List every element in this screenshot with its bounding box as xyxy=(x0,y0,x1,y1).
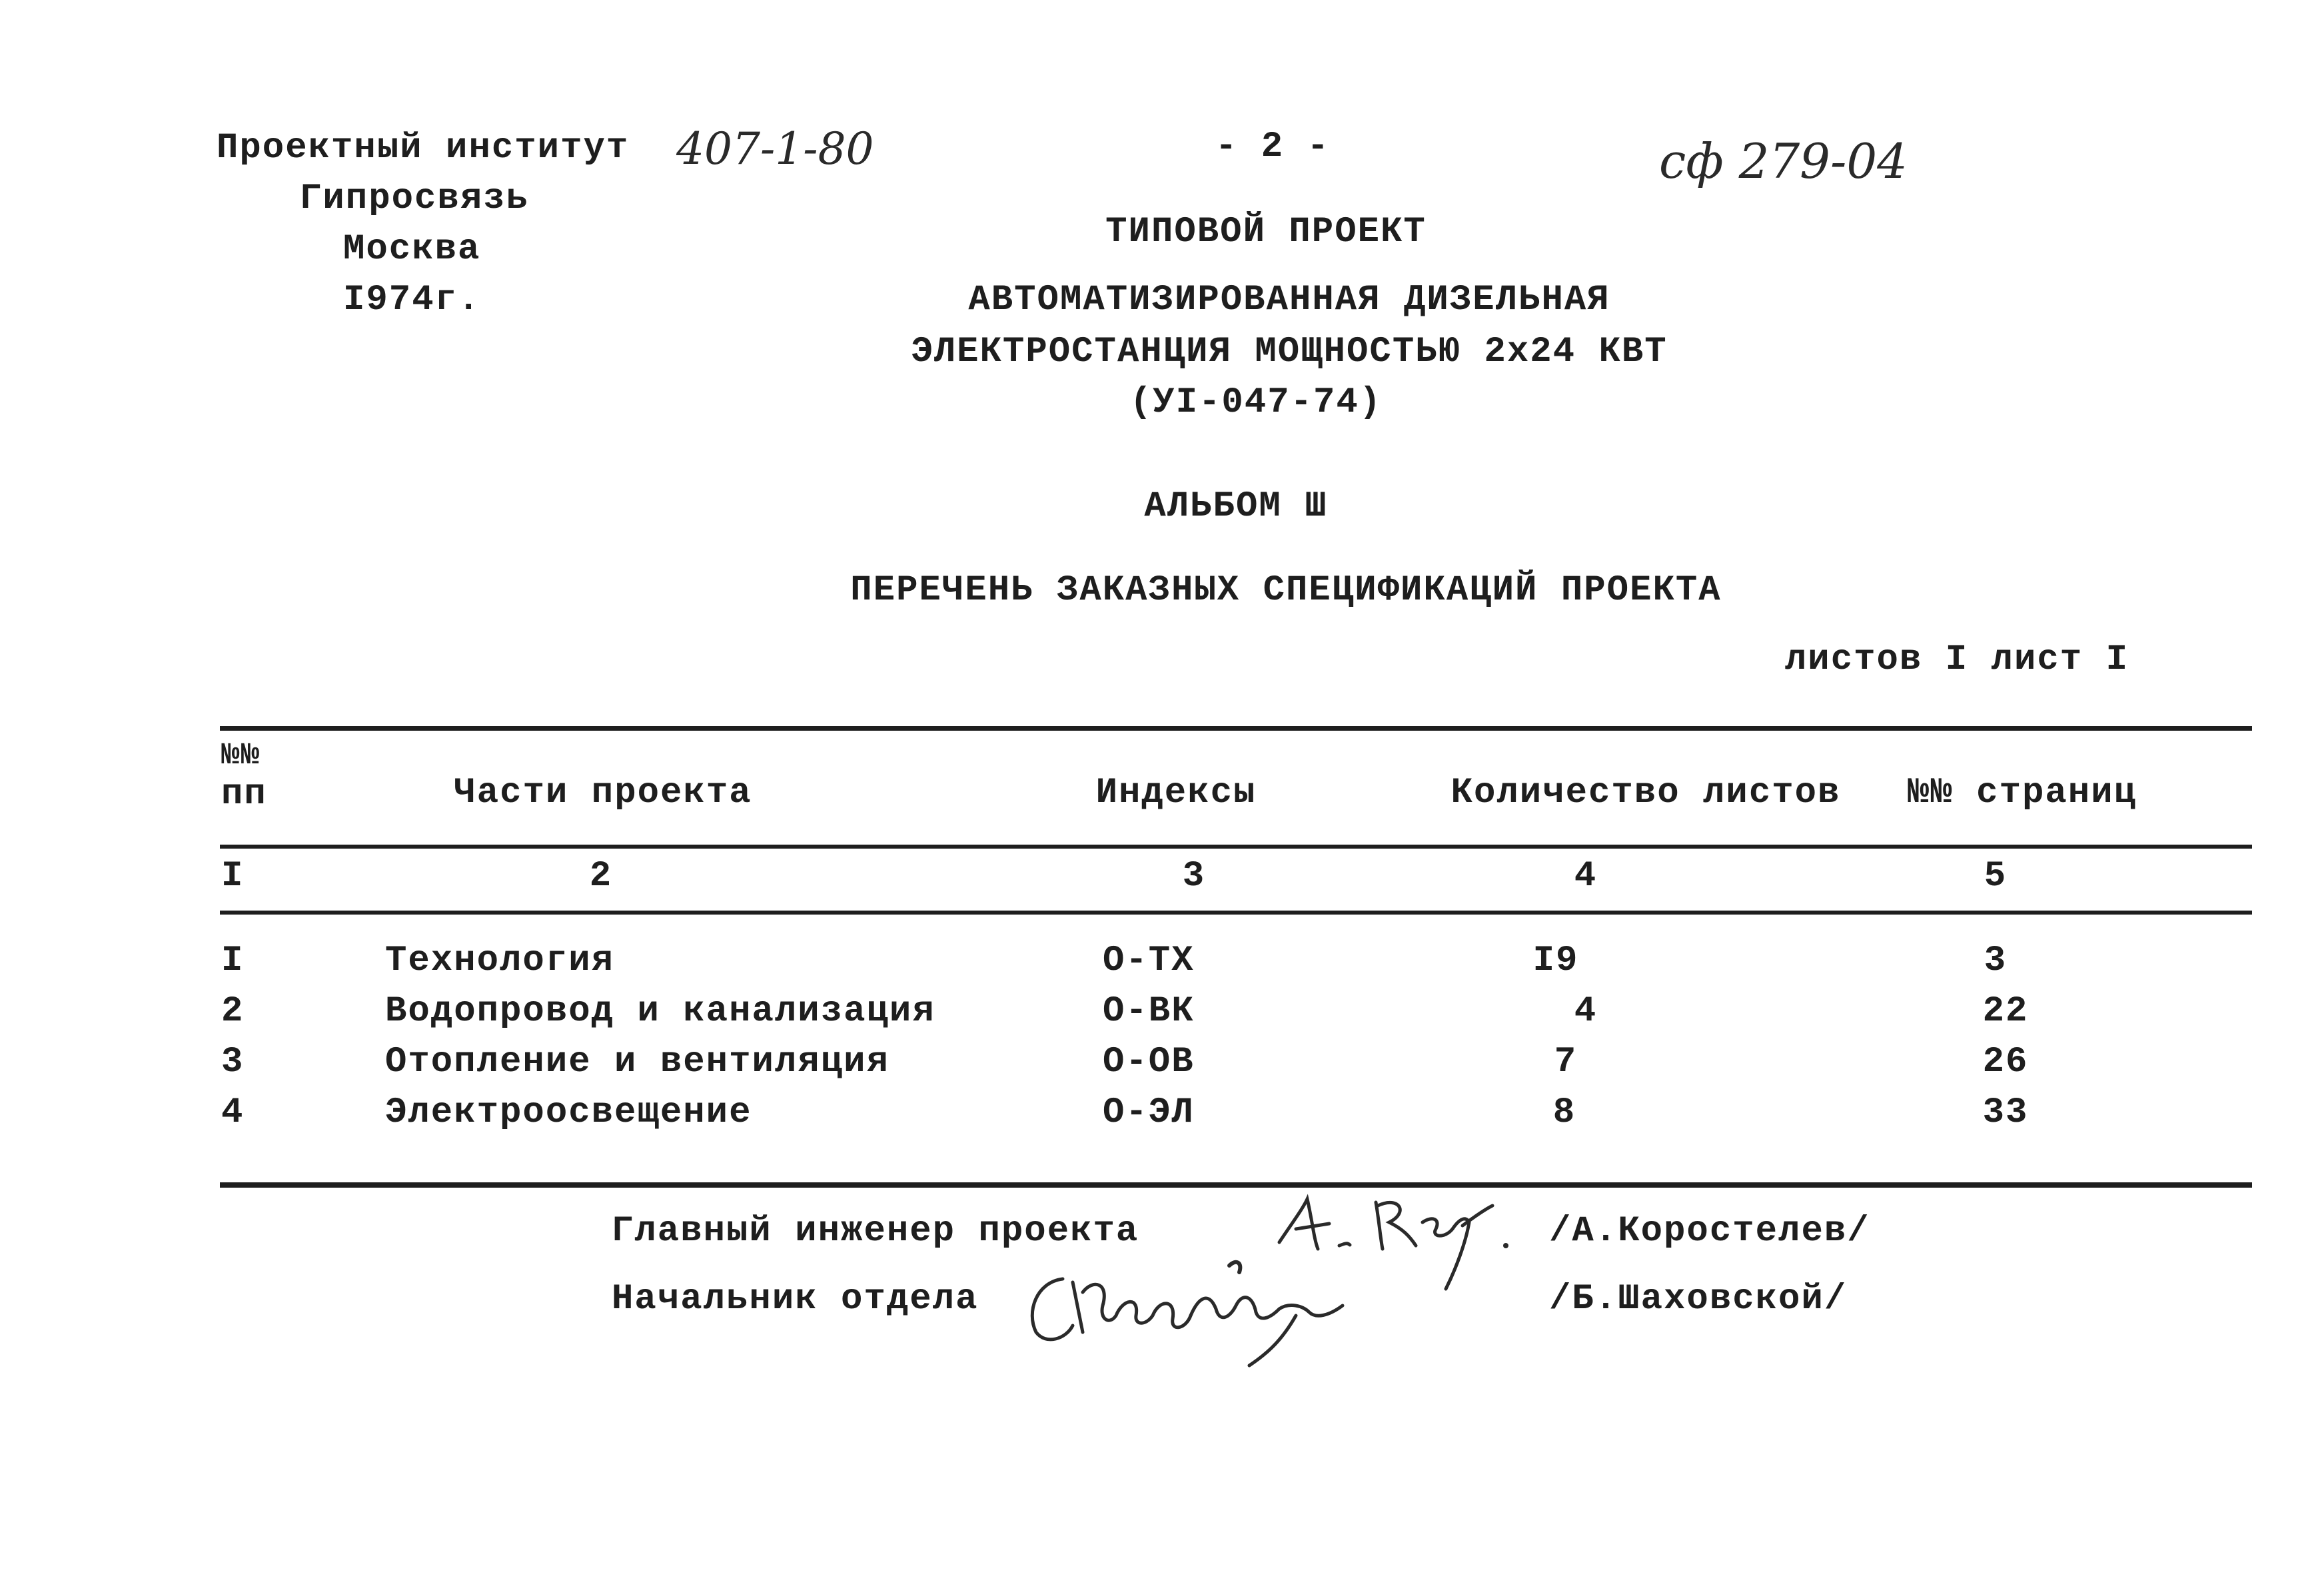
row-index: О-ТХ xyxy=(1103,941,1195,981)
row-page: 3 xyxy=(1984,941,2008,981)
row-index: О-ВК xyxy=(1103,991,1195,1032)
department-head-title: Начальник отдела xyxy=(612,1279,979,1320)
row-index: О-ЭЛ xyxy=(1103,1092,1195,1133)
row-sheets: 7 xyxy=(1554,1042,1578,1082)
institute-year: I974г. xyxy=(343,280,481,320)
header-pages: №№ страниц xyxy=(1907,773,2137,813)
row-sheets: 8 xyxy=(1552,1092,1576,1133)
row-page: 22 xyxy=(1982,991,2029,1032)
title-line-2: АВТОМАТИЗИРОВАННАЯ ДИЗЕЛЬНАЯ xyxy=(968,280,1610,320)
column-number-1: I xyxy=(221,856,245,897)
row-part: Электроосвещение xyxy=(385,1092,752,1133)
row-num: 2 xyxy=(221,991,245,1032)
chief-engineer-title: Главный инженер проекта xyxy=(612,1211,1139,1252)
title-line-1: ТИПОВОЙ ПРОЕКТ xyxy=(1105,212,1427,252)
handwritten-project-code: 407-1-80 xyxy=(676,123,874,175)
row-sheets: I9 xyxy=(1532,941,1579,981)
row-part: Технология xyxy=(385,941,615,981)
table-top-rule xyxy=(220,726,2252,731)
chief-engineer-name: /А.Коростелев/ xyxy=(1549,1211,1870,1252)
institute-city: Москва xyxy=(343,229,481,270)
row-part: Отопление и вентиляция xyxy=(385,1042,889,1082)
table-bottom-rule xyxy=(220,1182,2252,1188)
header-indexes: Индексы xyxy=(1095,773,1257,813)
row-num: 3 xyxy=(221,1042,245,1082)
row-index: О-ОВ xyxy=(1103,1042,1195,1082)
column-numbers-rule xyxy=(220,911,2252,915)
header-rule xyxy=(220,845,2252,849)
sheets-info: листов I лист I xyxy=(1784,639,2129,680)
department-head-name: /Б.Шаховской/ xyxy=(1549,1279,1848,1320)
title-line-3: ЭЛЕКТРОСТАНЦИЯ МОЩНОСТЬЮ 2х24 КВТ xyxy=(911,332,1668,372)
header-sheet-count: Количество листов xyxy=(1451,773,1841,813)
row-page: 33 xyxy=(1982,1092,2029,1133)
row-page: 26 xyxy=(1982,1042,2029,1082)
header-num-top: №№ xyxy=(221,738,261,773)
album-label: АЛЬБОМ Ш xyxy=(1144,486,1328,527)
handwritten-archive-code: сф 279-04 xyxy=(1659,133,1908,189)
department-head-signature xyxy=(1016,1252,1376,1372)
row-sheets: 4 xyxy=(1574,991,1598,1032)
subtitle: ПЕРЕЧЕНЬ ЗАКАЗНЫХ СПЕЦИФИКАЦИЙ ПРОЕКТА xyxy=(850,570,1722,611)
institute-name: Проектный институт xyxy=(217,128,630,169)
title-line-4: (УI-047-74) xyxy=(1129,382,1383,423)
header-num-bottom: пп xyxy=(221,774,267,815)
column-number-5: 5 xyxy=(1984,856,2008,897)
column-number-3: 3 xyxy=(1182,856,1206,897)
row-part: Водопровод и канализация xyxy=(385,991,935,1032)
column-number-2: 2 xyxy=(589,856,613,897)
page-number: - 2 - xyxy=(1215,127,1331,167)
column-number-4: 4 xyxy=(1574,856,1598,897)
header-parts: Части проекта xyxy=(454,773,752,813)
row-num: I xyxy=(221,941,245,981)
institute-org: Гипросвязь xyxy=(300,179,530,219)
row-num: 4 xyxy=(221,1092,245,1133)
